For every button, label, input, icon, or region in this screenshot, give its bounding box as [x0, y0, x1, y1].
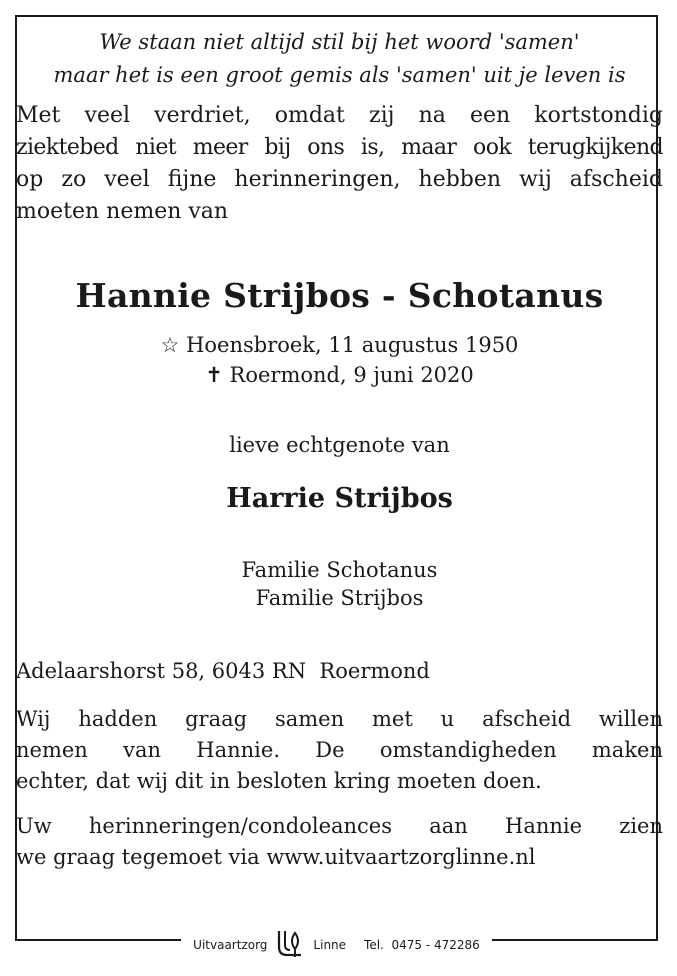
star-icon: ☆ [160, 333, 180, 357]
life-dates [16, 330, 663, 390]
announcement-content [16, 26, 663, 873]
condolences-line: Uw herinneringen/condoleances aan Hannie zien [16, 814, 663, 838]
motto-line: We staan niet altijd stil bij het woord 'samen' [99, 30, 580, 54]
deceased-name: Hannie Strijbos - Schotanus [75, 276, 604, 315]
family-name: Familie Schotanus [241, 558, 438, 582]
intro-line: Met veel verdriet, omdat zij na een kortstondig [16, 103, 663, 128]
family-name: Familie Strijbos [255, 586, 424, 610]
family-list [16, 556, 663, 612]
intro-text [16, 100, 663, 228]
birth-line [16, 330, 663, 360]
brand-left-text: Uitvaartzorg [193, 938, 268, 952]
address: Adelaarshorst 58, 6043 RN Roermond [16, 659, 430, 683]
notice-line: Wij hadden graag samen met u afscheid willen [16, 707, 663, 731]
spouse-name: Harrie Strijbos [226, 483, 453, 514]
intro-line: moeten nemen van [16, 199, 229, 224]
notice-line: nemen van Hannie. De omstandigheden maken [16, 738, 663, 762]
brand-right-text: Linne [313, 938, 347, 952]
relation-text: lieve echtgenote van [229, 433, 450, 457]
notice-line: echter, dat wij dit in besloten kring moeten doen. [16, 769, 542, 793]
phone-number: Tel. 0475 - 472286 [364, 938, 480, 952]
condolences-line: we graag tegemoet via www.uitvaartzorglinne.nl [16, 845, 536, 869]
uitvaartzorg-linne-logo-icon [273, 927, 307, 964]
footer [15, 925, 658, 965]
cross-icon: ✝ [205, 363, 223, 387]
intro-line: ziektebed niet meer bij ons is, maar ook terugkijkend [16, 135, 663, 160]
motto [16, 26, 663, 92]
condolences-text [16, 811, 663, 873]
death-line [16, 360, 663, 390]
death-text: Roermond, 9 juni 2020 [229, 363, 474, 387]
birth-text: Hoensbroek, 11 augustus 1950 [186, 333, 519, 357]
intro-line: op zo veel fijne herinneringen, hebben wij afscheid [16, 167, 663, 192]
motto-line: maar het is een groot gemis als 'samen' uit je leven is [53, 63, 626, 87]
notice-text [16, 704, 663, 797]
footer-brand [181, 927, 492, 964]
